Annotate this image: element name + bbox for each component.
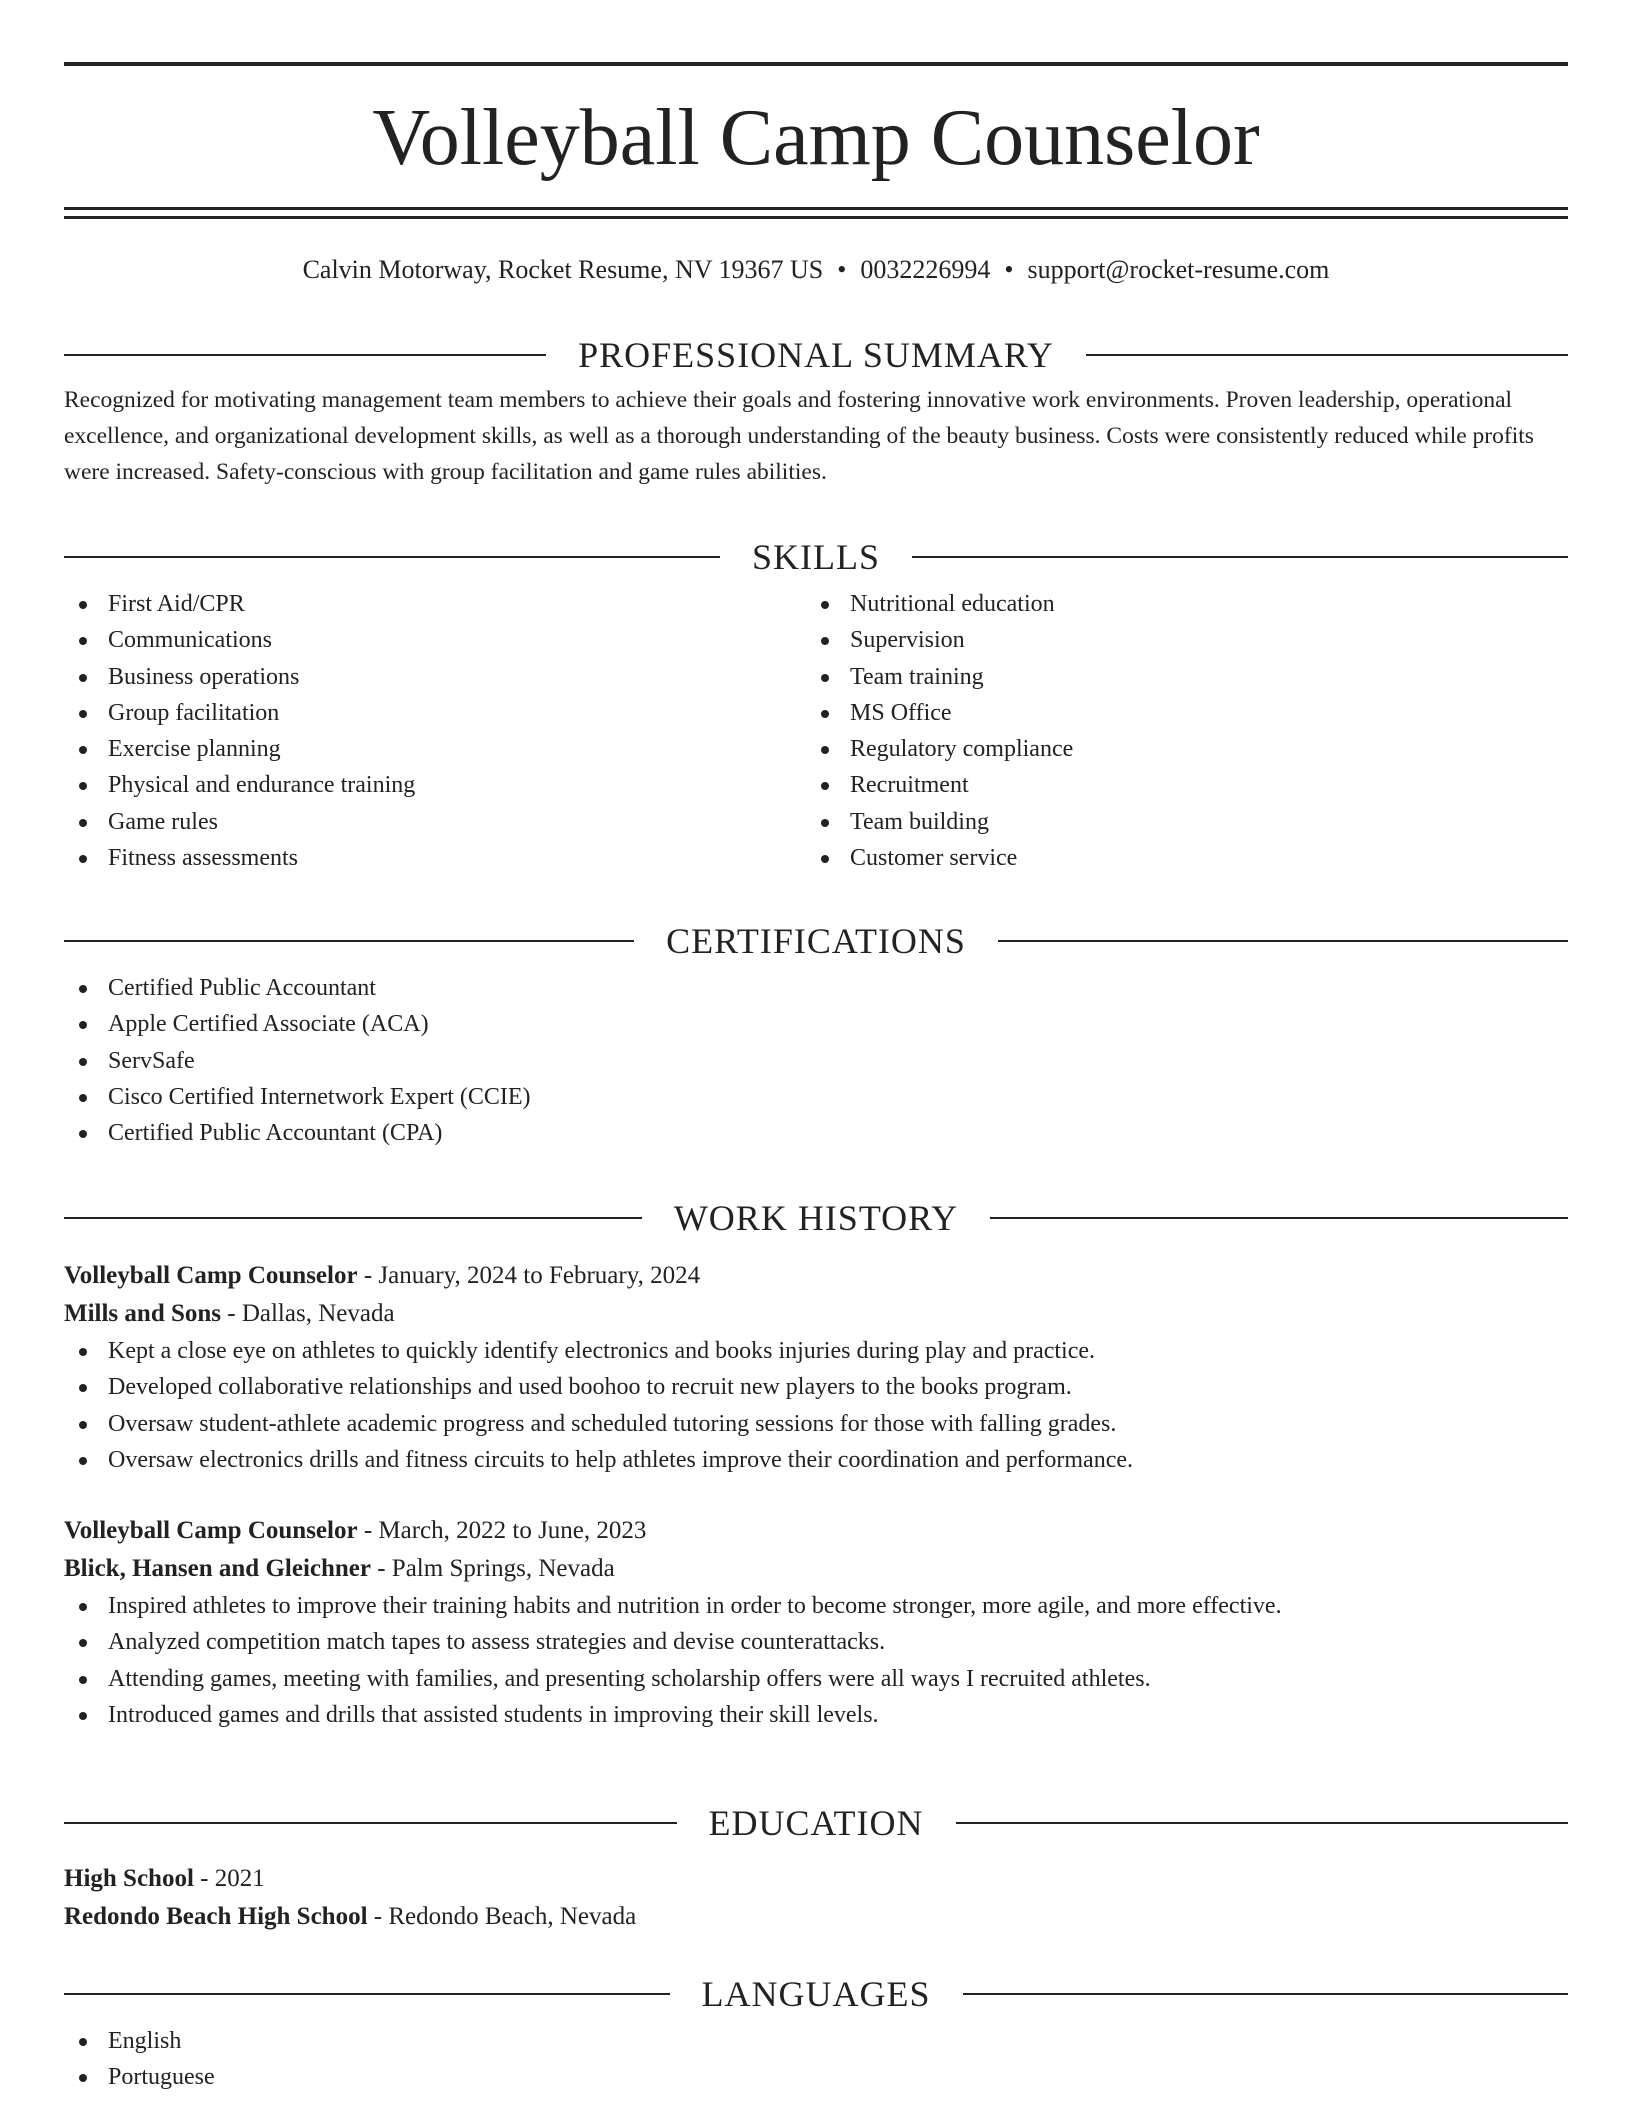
name-underline-rule-second	[64, 216, 1568, 219]
job-location: - Palm Springs, Nevada	[370, 1555, 615, 1583]
header-rule-left	[64, 354, 546, 356]
skills-list-left	[64, 586, 806, 876]
contact-address: Calvin Motorway, Rocket Resume, NV 19367 US	[302, 255, 824, 284]
contact-phone: 0032226994	[860, 255, 991, 284]
section-title: LANGUAGES	[701, 1974, 931, 2014]
list-item: Oversaw student-athlete academic progress and scheduled tutoring sessions for those with falling grades.	[64, 1406, 1568, 1442]
summary-text: Recognized for motivating management team members to achieve their goals and fostering innovative work environments. Proven leadership, operational excellence, and organizational development skills, as well as a thorough understanding of the beauty business. Costs were consistently reduced while profits were increased. Safety-conscious with group facilitation and game rules abilities.	[64, 387, 1534, 485]
top-rule	[64, 62, 1568, 66]
contact-separator: •	[1004, 255, 1014, 284]
work-history-section	[64, 1193, 1568, 1733]
job-title-line	[64, 1512, 1568, 1550]
list-item: Physical and endurance training	[64, 767, 806, 803]
list-item: Fitness assessments	[64, 840, 806, 876]
skills-columns	[64, 586, 1568, 876]
header-rule-right	[912, 556, 1568, 558]
skills-section	[64, 532, 1568, 876]
list-item: Game rules	[64, 804, 806, 840]
contact-email[interactable]: support@rocket-resume.com	[1027, 255, 1330, 284]
list-item: ServSafe	[64, 1043, 1568, 1079]
list-item: Supervision	[806, 622, 1548, 658]
education-degree-line	[64, 1860, 1568, 1898]
header-rule-left	[64, 556, 720, 558]
languages-list	[64, 2023, 1568, 2096]
header-rule-right	[1086, 354, 1568, 356]
job-company: Blick, Hansen and Gleichner	[64, 1555, 371, 1583]
list-item: Apple Certified Associate (ACA)	[64, 1006, 1568, 1042]
section-header	[64, 1798, 1568, 1848]
job-role: Volleyball Camp Counselor	[64, 1517, 358, 1545]
list-item: Cisco Certified Internetwork Expert (CCIE)	[64, 1079, 1568, 1115]
summary-section	[64, 330, 1568, 490]
list-item: Certified Public Accountant (CPA)	[64, 1115, 1568, 1151]
list-item: Team training	[806, 659, 1548, 695]
section-header	[64, 916, 1568, 966]
job-title-line	[64, 1257, 1568, 1295]
job-role: Volleyball Camp Counselor	[64, 1262, 358, 1289]
section-header	[64, 1969, 1568, 2019]
education-year: - 2021	[193, 1865, 265, 1892]
list-item: Group facilitation	[64, 695, 806, 731]
list-item: Team building	[806, 804, 1548, 840]
name-underline-rule	[64, 207, 1568, 210]
job-bullets	[64, 1588, 1568, 1733]
list-item: English	[64, 2023, 1568, 2059]
job-company: Mills and Sons	[64, 1300, 222, 1327]
section-title: PROFESSIONAL SUMMARY	[578, 335, 1054, 375]
job-entry	[64, 1257, 1568, 1478]
header-rule-right	[963, 1993, 1569, 1995]
list-item: Portuguese	[64, 2059, 1568, 2095]
certifications-section	[64, 916, 1568, 1151]
section-header	[64, 532, 1568, 582]
header-rule-right	[998, 940, 1568, 942]
list-item: Certified Public Accountant	[64, 970, 1568, 1006]
contact-line	[64, 252, 1568, 288]
education-section	[64, 1798, 1568, 1936]
section-header	[64, 1193, 1568, 1243]
header-rule-right	[990, 1217, 1568, 1219]
languages-section	[64, 1969, 1568, 2096]
list-item: Business operations	[64, 659, 806, 695]
list-item: Recruitment	[806, 767, 1548, 803]
job-dates: - March, 2022 to June, 2023	[357, 1517, 647, 1545]
section-title: CERTIFICATIONS	[666, 921, 966, 961]
list-item: Nutritional education	[806, 586, 1548, 622]
list-item: Attending games, meeting with families, and presenting scholarship offers were all ways I recruited athletes.	[64, 1661, 1568, 1697]
education-entry	[64, 1860, 1568, 1936]
list-item: Exercise planning	[64, 731, 806, 767]
education-degree: High School	[64, 1865, 194, 1892]
education-school-line	[64, 1898, 1568, 1936]
section-title: EDUCATION	[708, 1803, 924, 1843]
section-title: SKILLS	[752, 537, 881, 577]
job-location: - Dallas, Nevada	[221, 1300, 395, 1327]
list-item: Inspired athletes to improve their training habits and nutrition in order to become stronger, more agile, and more effective.	[64, 1588, 1568, 1624]
list-item: Regulatory compliance	[806, 731, 1548, 767]
header-rule-left	[64, 940, 634, 942]
job-company-line	[64, 1550, 1568, 1588]
section-header	[64, 330, 1568, 380]
header-rule-left	[64, 1217, 642, 1219]
list-item: MS Office	[806, 695, 1548, 731]
job-entry	[64, 1512, 1568, 1733]
job-dates: - January, 2024 to February, 2024	[357, 1262, 701, 1289]
section-title: WORK HISTORY	[673, 1198, 959, 1238]
list-item: Customer service	[806, 840, 1548, 876]
skills-list-right	[806, 586, 1548, 876]
header-rule-left	[64, 1993, 670, 1995]
education-school: Redondo Beach High School	[64, 1903, 368, 1930]
list-item: Kept a close eye on athletes to quickly identify electronics and books injuries during play and practice.	[64, 1333, 1568, 1369]
header-rule-left	[64, 1822, 677, 1824]
certifications-list	[64, 970, 1568, 1151]
contact-separator: •	[837, 255, 847, 284]
job-bullets	[64, 1333, 1568, 1478]
list-item: Analyzed competition match tapes to assess strategies and devise counterattacks.	[64, 1624, 1568, 1660]
candidate-name: Volleyball Camp Counselor	[372, 94, 1260, 182]
list-item: Introduced games and drills that assisted students in improving their skill levels.	[64, 1697, 1568, 1733]
list-item: Developed collaborative relationships and used boohoo to recruit new players to the books program.	[64, 1369, 1568, 1405]
list-item: Communications	[64, 622, 806, 658]
list-item: First Aid/CPR	[64, 586, 806, 622]
list-item: Oversaw electronics drills and fitness circuits to help athletes improve their coordination and performance.	[64, 1442, 1568, 1478]
header-rule-right	[956, 1822, 1569, 1824]
job-company-line	[64, 1295, 1568, 1333]
education-location: - Redondo Beach, Nevada	[367, 1903, 637, 1930]
